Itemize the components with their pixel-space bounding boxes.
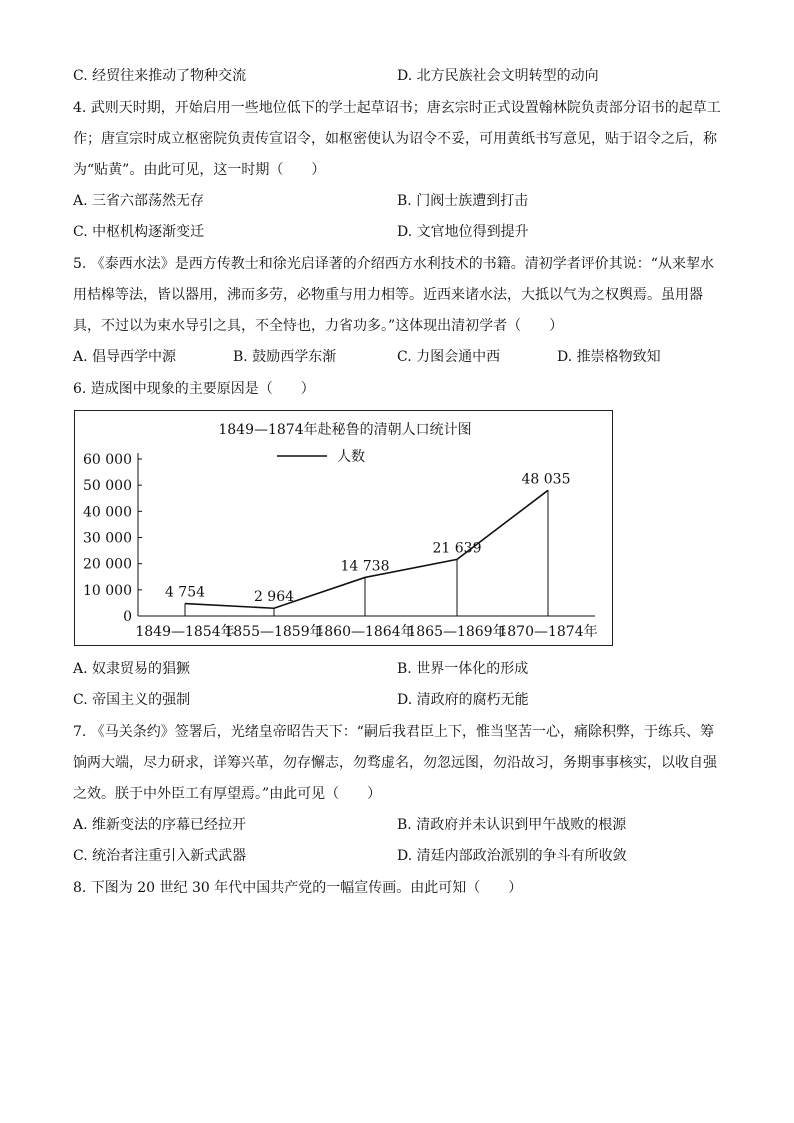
option-a[interactable]: A. 倡导西学中源: [73, 349, 177, 365]
question-5-line-1: 5. 《泰西水法》是西方传教士和徐光启译著的介绍西方水利技术的书籍。清初学者评价其说：“从来挈水: [73, 256, 714, 272]
option-c[interactable]: C. 经贸往来推动了物种交流: [73, 68, 247, 84]
question-6-stem: 6. 造成图中现象的主要原因是（ ）: [73, 381, 315, 397]
option-b[interactable]: B. 世界一体化的形成: [397, 661, 529, 677]
data-label: 21 639: [432, 540, 482, 557]
question-7-line-1: 7. 《马关条约》签署后，光绪皇帝昭告天下：“嗣后我君臣上下，惟当坚苦一心，痛除积弊，于练兵、筹: [73, 724, 714, 740]
option-d[interactable]: D. 文官地位得到提升: [397, 224, 529, 240]
x-tick-label: 1865—1869年: [407, 624, 507, 640]
y-tick-label: 50 000: [83, 478, 132, 495]
question-4-line-2: 作；唐宣宗时成立枢密院负责传宣诏令，如枢密使认为诏令不妥，可用黄纸书写意见，贴于诏令之后，称: [73, 131, 717, 147]
question-5-line-3: 具，不过以为束水导引之具，不全恃也，力省功多。”这体现出清初学者（ ）: [73, 318, 564, 334]
chart-axes: [83, 452, 598, 640]
x-tick-label: 1849—1854年: [135, 624, 235, 640]
question-7-line-3: 之效。朕于中外臣工有厚望焉。”由此可见（ ）: [73, 786, 382, 802]
data-label: 14 738: [340, 558, 390, 575]
question-5-line-2: 用桔槔等法，皆以器用，沸而多劳，必物重与用力相等。近西来诸水法，大抵以气为之权舆焉。虽用器: [73, 287, 703, 303]
option-c[interactable]: C. 中枢机构逐渐变迁: [73, 224, 205, 240]
question-4-line-1: 4. 武则天时期，开始启用一些地位低下的学士起草诏书；唐玄宗时正式设置翰林院负责部分诏书的起草工: [73, 100, 721, 116]
option-a[interactable]: A. 三省六部荡然无存: [73, 193, 205, 209]
option-d[interactable]: D. 清廷内部政治派别的争斗有所收敛: [397, 848, 627, 864]
option-a[interactable]: A. 奴隶贸易的猖獗: [73, 661, 191, 677]
option-c[interactable]: C. 统治者注重引入新式武器: [73, 848, 247, 864]
option-a[interactable]: A. 维新变法的序幕已经拉开: [73, 817, 247, 833]
option-b[interactable]: B. 鼓励西学东渐: [233, 349, 337, 365]
question-8-stem: 8. 下图为 20 世纪 30 年代中国共产党的一幅宣传画。由此可知（ ）: [73, 880, 523, 896]
option-b[interactable]: B. 清政府并未认识到甲午战败的根源: [397, 817, 627, 833]
y-tick-label: 0: [123, 609, 132, 625]
option-b[interactable]: B. 门阀士族遭到打击: [397, 193, 529, 209]
x-tick-label: 1855—1859年: [224, 624, 324, 640]
x-tick-label: 1870—1874年: [498, 624, 598, 640]
option-d[interactable]: D. 清政府的腐朽无能: [397, 692, 529, 708]
chart-svg: [75, 411, 612, 645]
y-tick-label: 30 000: [83, 530, 132, 547]
option-d[interactable]: D. 推崇格物致知: [557, 349, 661, 365]
chart-marks: [165, 471, 571, 616]
y-tick-label: 10 000: [83, 582, 132, 599]
data-label: 2 964: [253, 589, 295, 606]
data-label: 48 035: [521, 471, 571, 488]
question-4-line-3: 为“贴黄”。由此可见，这一时期（ ）: [73, 162, 326, 178]
legend-label: 人数: [337, 449, 365, 465]
question-7-line-2: 饷两大端，尽力研求，详筹兴革，勿存懈志，勿骛虚名，勿忽远图，勿沿故习，务期事事核实，以收自强: [73, 755, 717, 771]
option-c[interactable]: C. 帝国主义的强制: [73, 692, 191, 708]
y-tick-label: 60 000: [83, 452, 132, 468]
data-label: 4 754: [164, 584, 206, 601]
population-chart: [74, 410, 613, 646]
x-tick-label: 1860—1864年: [315, 624, 415, 640]
chart-title: 1849—1874年赴秘鲁的清朝人口统计图: [218, 422, 472, 438]
series-line: [185, 490, 548, 608]
y-tick-label: 20 000: [83, 556, 132, 573]
option-c[interactable]: C. 力图会通中西: [397, 349, 501, 365]
y-tick-label: 40 000: [83, 504, 132, 521]
option-d[interactable]: D. 北方民族社会文明转型的动向: [397, 68, 599, 84]
